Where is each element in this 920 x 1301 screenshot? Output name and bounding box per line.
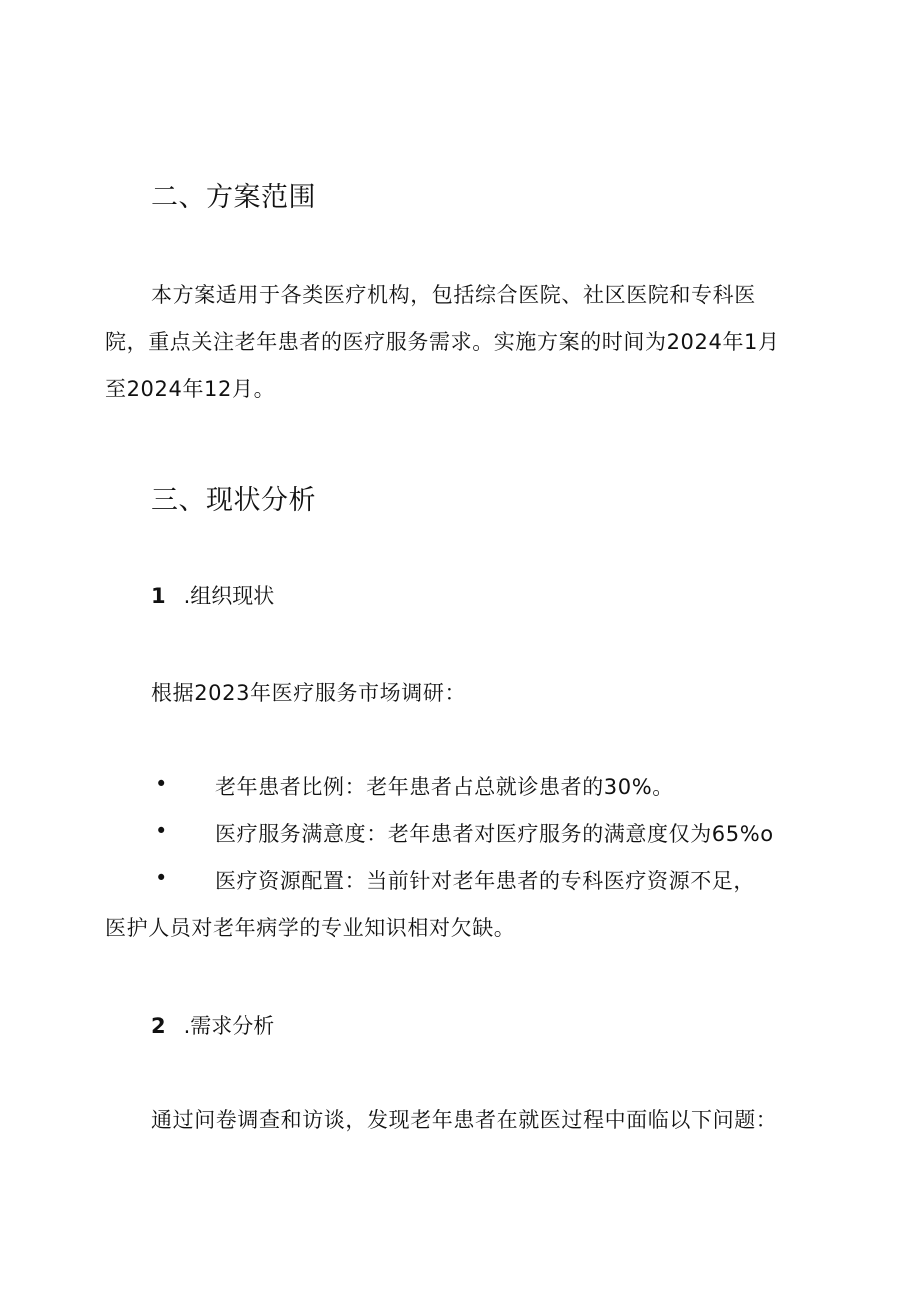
subsection-label: .组织现状 (183, 584, 275, 608)
org-intro: 根据2023年医疗服务市场调研： (151, 681, 467, 705)
bullet-item-continuation: 医护人员对老年病学的专业知识相对欠缺。 (105, 916, 516, 940)
scope-paragraph-line-1: 本方案适用于各类医疗机构，包括综合医院、社区医院和专科医 (151, 283, 756, 307)
subsection-label: .需求分析 (183, 1014, 275, 1038)
scope-paragraph-line-2: 院，重点关注老年患者的医疗服务需求。实施方案的时间为2024年1月 (105, 330, 780, 354)
bullet-marker: • (155, 866, 168, 890)
bullet-item: 医疗资源配置：当前针对老年患者的专科医疗资源不足， (215, 869, 755, 893)
needs-intro: 通过问卷调查和访谈，发现老年患者在就医过程中面临以下问题： (151, 1108, 778, 1132)
bullet-marker: • (155, 772, 168, 796)
subsection-number: 2 (151, 1014, 166, 1038)
subsection-heading-org (151, 580, 274, 610)
section-heading-status: 三、现状分析 (151, 485, 316, 516)
bullet-item: 医疗服务满意度：老年患者对医疗服务的满意度仅为65%o (215, 822, 774, 846)
subsection-number: 1 (151, 584, 166, 608)
bullet-marker: • (155, 819, 168, 843)
scope-paragraph-line-3: 至2024年12月。 (105, 377, 276, 401)
subsection-heading-needs (151, 1010, 274, 1040)
bullet-item: 老年患者比例：老年患者占总就诊患者的30%。 (215, 775, 674, 799)
section-heading-scope: 二、方案范围 (151, 182, 316, 213)
